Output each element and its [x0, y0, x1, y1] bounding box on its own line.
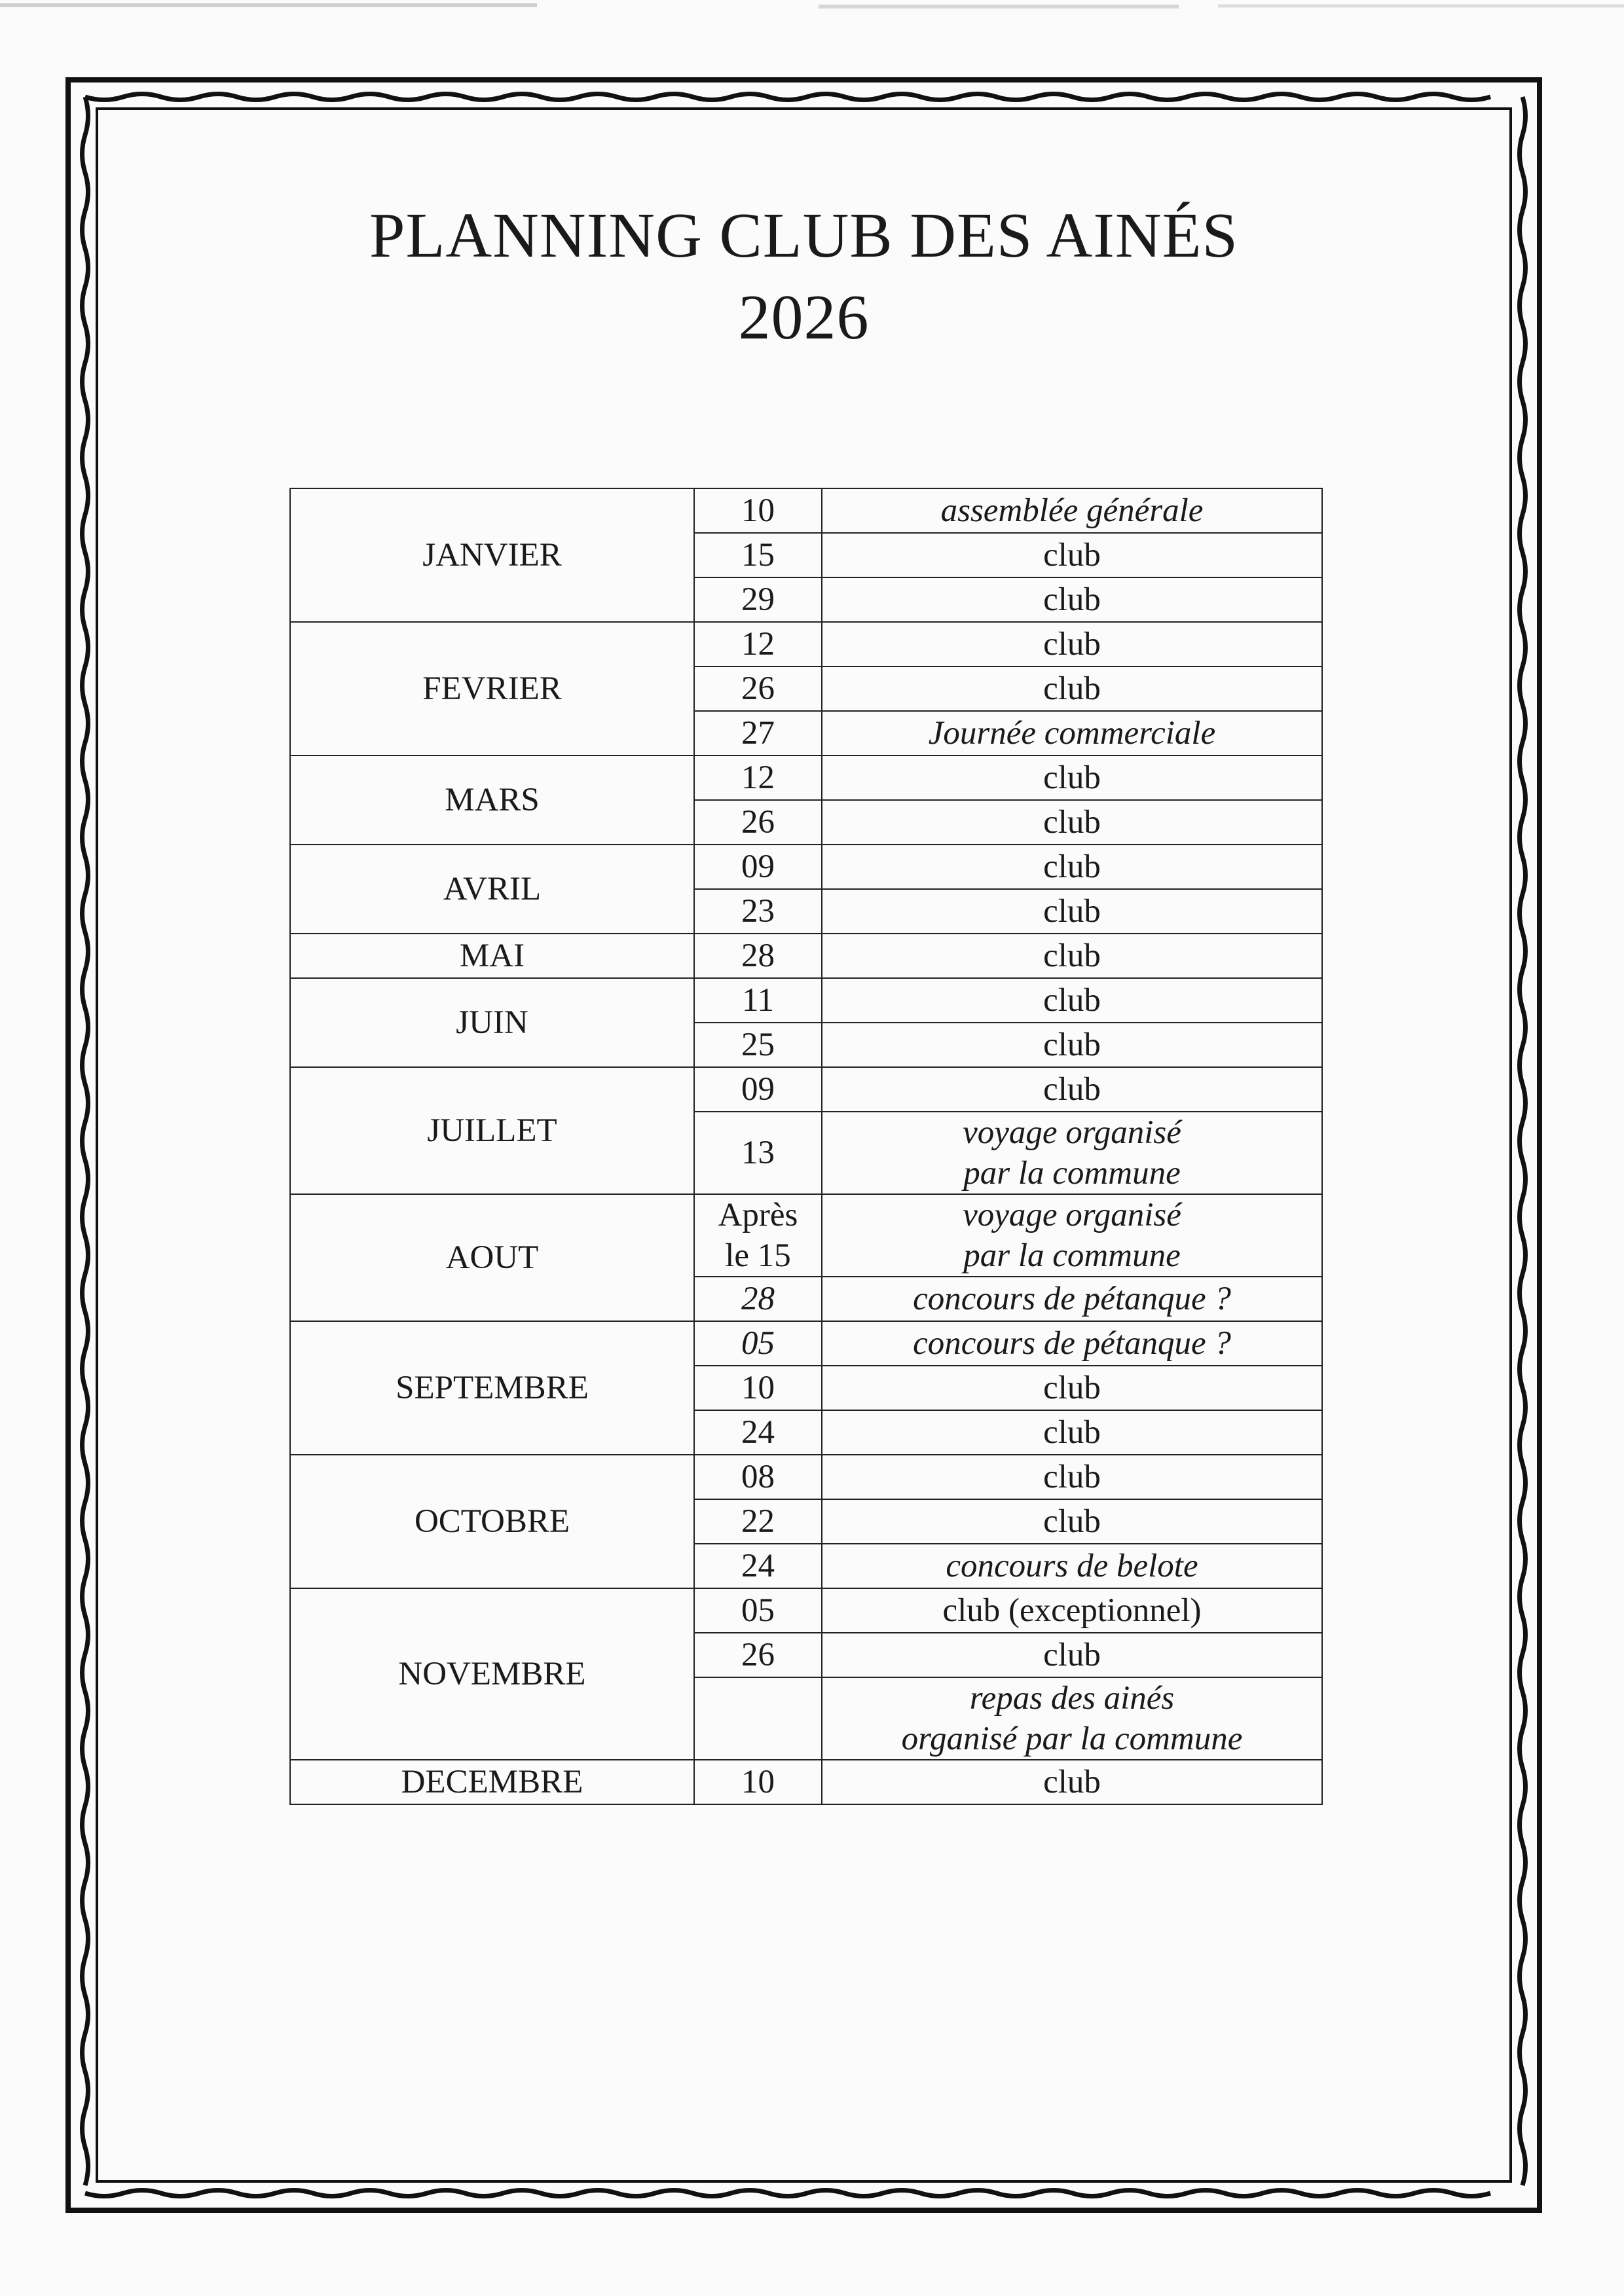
day-cell: [694, 800, 822, 845]
event-text: Journée commerciale: [928, 715, 1216, 752]
event-cell: [822, 1633, 1322, 1677]
event-text: voyage organisé: [963, 1197, 1181, 1233]
day-text: 15: [741, 537, 775, 574]
day-text: 05: [741, 1325, 775, 1362]
day-cell: [694, 666, 822, 711]
table-row: [290, 1760, 1322, 1804]
day-cell: [694, 1366, 822, 1410]
event-cell: [822, 1544, 1322, 1588]
event-cell: [822, 889, 1322, 934]
day-text: 25: [741, 1027, 775, 1063]
day-cell: [694, 1277, 822, 1321]
document-year: 2026: [738, 282, 870, 353]
event-cell: [822, 1760, 1322, 1804]
table-row: [290, 845, 1322, 889]
event-text: club: [1043, 670, 1101, 707]
event-cell: [822, 1366, 1322, 1410]
table-row: [290, 1321, 1322, 1366]
event-text: club: [1043, 1071, 1101, 1108]
event-text: club: [1043, 893, 1101, 930]
day-text: 26: [741, 670, 775, 707]
event-text: par la commune: [963, 1155, 1181, 1192]
day-text: 08: [741, 1459, 775, 1495]
event-cell: [822, 1112, 1322, 1194]
event-text: club: [1043, 1637, 1101, 1673]
event-text: club: [1043, 938, 1101, 974]
day-cell: [694, 934, 822, 978]
event-text: club: [1043, 982, 1101, 1019]
event-text: club: [1043, 848, 1101, 885]
day-text: 26: [741, 804, 775, 841]
day-cell: [694, 1544, 822, 1588]
event-text: concours de pétanque ?: [913, 1281, 1231, 1317]
day-text: 12: [741, 759, 775, 796]
day-text: 28: [741, 1281, 775, 1317]
event-text: club: [1043, 581, 1101, 618]
table-row: [290, 622, 1322, 666]
event-cell: [822, 577, 1322, 622]
day-cell: [694, 711, 822, 756]
day-text: 05: [741, 1592, 775, 1629]
event-text: club: [1043, 804, 1101, 841]
month-cell: SEPTEMBRE: [290, 1321, 694, 1455]
event-text: par la commune: [963, 1237, 1181, 1274]
day-cell: [694, 622, 822, 666]
event-cell: [822, 1455, 1322, 1499]
month-cell: FEVRIER: [290, 622, 694, 756]
day-text: 26: [741, 1637, 775, 1673]
table-row: [290, 1067, 1322, 1112]
event-cell: [822, 800, 1322, 845]
day-text: 27: [741, 715, 775, 752]
event-cell: [822, 622, 1322, 666]
month-cell: MAI: [290, 934, 694, 978]
table-row: [290, 1455, 1322, 1499]
event-cell: [822, 845, 1322, 889]
event-cell: [822, 533, 1322, 577]
planning-table-body: [290, 488, 1322, 1804]
event-text: club (exceptionnel): [942, 1592, 1202, 1629]
day-text: 09: [741, 1071, 775, 1108]
event-cell: [822, 1677, 1322, 1760]
event-cell: [822, 1023, 1322, 1067]
event-text: club: [1043, 1027, 1101, 1063]
day-text: 10: [741, 492, 775, 529]
event-text: club: [1043, 1370, 1101, 1406]
day-cell: [694, 533, 822, 577]
event-text: repas des ainés: [969, 1680, 1175, 1717]
table-row: [290, 1588, 1322, 1633]
event-cell: [822, 1588, 1322, 1633]
month-cell: JANVIER: [290, 488, 694, 622]
month-cell: AVRIL: [290, 845, 694, 934]
day-text: 28: [741, 938, 775, 974]
day-cell: [694, 889, 822, 934]
day-cell: [694, 1633, 822, 1677]
day-text: 22: [741, 1503, 775, 1540]
month-cell: AOUT: [290, 1194, 694, 1321]
event-cell: [822, 711, 1322, 756]
table-row: [290, 934, 1322, 978]
event-cell: [822, 978, 1322, 1023]
table-row: [290, 1194, 1322, 1277]
day-text: 29: [741, 581, 775, 618]
day-cell: [694, 1067, 822, 1112]
event-text: club: [1043, 1414, 1101, 1451]
planning-table: [289, 488, 1323, 1805]
day-text: 11: [741, 982, 775, 1019]
day-cell: [694, 1410, 822, 1455]
day-text: le 15: [725, 1237, 791, 1274]
event-text: organisé par la commune: [901, 1721, 1243, 1757]
event-cell: [822, 1277, 1322, 1321]
day-cell: [694, 488, 822, 533]
event-text: voyage organisé: [963, 1114, 1181, 1151]
event-cell: [822, 1194, 1322, 1277]
day-cell: [694, 1321, 822, 1366]
event-text: assemblée générale: [940, 492, 1204, 529]
month-cell: DECEMBRE: [290, 1760, 694, 1804]
day-text: 23: [741, 893, 775, 930]
table-row: [290, 756, 1322, 800]
event-cell: [822, 934, 1322, 978]
event-text: club: [1043, 759, 1101, 796]
day-text: 13: [741, 1135, 775, 1171]
event-text: club: [1043, 537, 1101, 574]
day-cell: [694, 845, 822, 889]
month-cell: MARS: [290, 756, 694, 845]
event-text: concours de pétanque ?: [913, 1325, 1231, 1362]
day-text: Après: [718, 1197, 798, 1233]
day-text: 24: [741, 1548, 775, 1584]
scan-edge-shadow: [0, 0, 1624, 20]
day-cell: [694, 1588, 822, 1633]
table-row: [290, 978, 1322, 1023]
day-text: 10: [741, 1764, 775, 1800]
day-cell: [694, 1760, 822, 1804]
table-row: [290, 488, 1322, 533]
event-cell: [822, 1067, 1322, 1112]
event-text: club: [1043, 1764, 1101, 1800]
day-cell: [694, 1677, 822, 1760]
event-text: concours de belote: [946, 1548, 1198, 1584]
month-cell: JUILLET: [290, 1067, 694, 1194]
month-cell: JUIN: [290, 978, 694, 1067]
event-text: club: [1043, 626, 1101, 663]
day-text: 24: [741, 1414, 775, 1451]
day-text: 10: [741, 1370, 775, 1406]
day-text: 12: [741, 626, 775, 663]
event-cell: [822, 488, 1322, 533]
day-cell: [694, 978, 822, 1023]
event-text: club: [1043, 1459, 1101, 1495]
day-cell: [694, 1194, 822, 1277]
day-text: 09: [741, 848, 775, 885]
day-cell: [694, 756, 822, 800]
day-cell: [694, 1499, 822, 1544]
event-cell: [822, 1410, 1322, 1455]
day-cell: [694, 1112, 822, 1194]
day-cell: [694, 1455, 822, 1499]
event-text: club: [1043, 1503, 1101, 1540]
event-cell: [822, 1499, 1322, 1544]
month-cell: NOVEMBRE: [290, 1588, 694, 1760]
event-cell: [822, 756, 1322, 800]
event-cell: [822, 666, 1322, 711]
event-cell: [822, 1321, 1322, 1366]
document-title: PLANNING CLUB DES AINÉS: [369, 200, 1238, 271]
month-cell: OCTOBRE: [290, 1455, 694, 1588]
day-cell: [694, 1023, 822, 1067]
day-cell: [694, 577, 822, 622]
